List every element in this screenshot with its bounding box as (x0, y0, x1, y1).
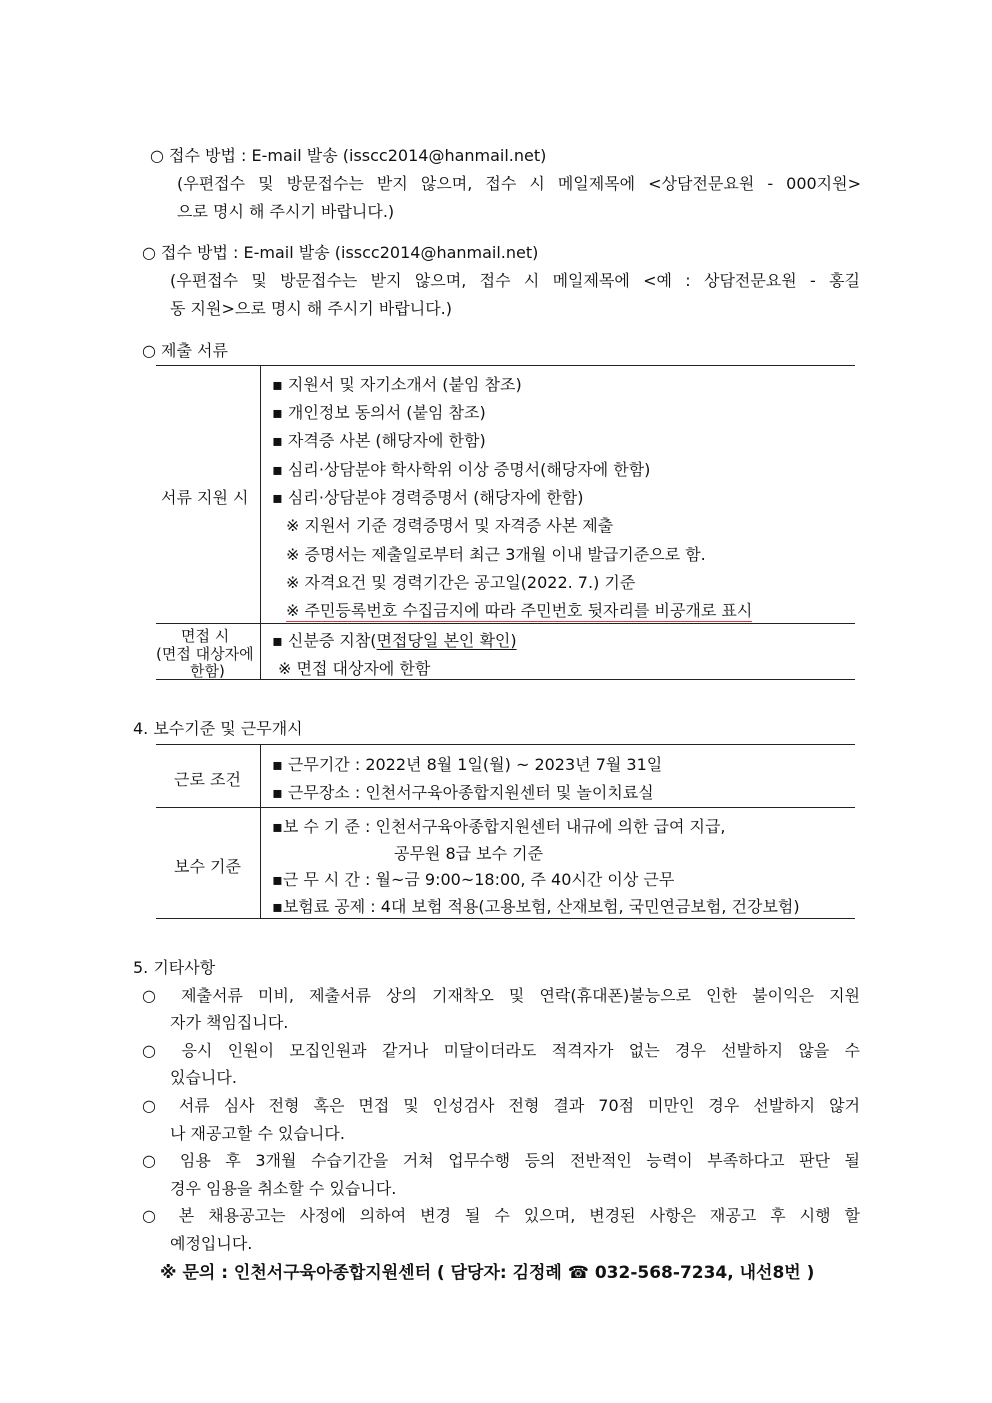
doc-row2-item2: ※ 면접 대상자에 한함 (278, 659, 431, 678)
note-line1: ○ 응시 인원이 모집인원과 같거나 미달이더라도 적격자가 없는 경우 선발하지 않을 수 (142, 1041, 860, 1060)
pay-table-col-divider (260, 744, 261, 918)
pay-row2-item: ▪보험료 공제 : 4대 보험 적용(고용보험, 산재보험, 국민연금보험, 건강보험) (272, 897, 800, 916)
note-line2: 나 재공고할 수 있습니다. (170, 1124, 345, 1143)
note-line2: 자가 책임집니다. (170, 1013, 289, 1032)
intake1-line3: 으로 명시 해 주시기 바랍니다.) (177, 202, 395, 221)
intake2-line2: (우편접수 및 방문접수는 받지 않으며, 접수 시 메일제목에 <예 : 상담전문요원 - 홍길 (170, 271, 860, 290)
doc-row2-label-1: 면접 시 (181, 627, 230, 645)
doc-row1-label: 서류 지원 시 (161, 488, 249, 507)
doc-item: ▪ 심리·상담분야 학사학위 이상 증명서(해당자에 한함) (272, 460, 651, 479)
doc-note-privacy-text: ※ 주민등록번호 수집금지에 따라 주민번호 뒷자리를 비공개로 표시 (286, 601, 753, 620)
doc-table-bottom-border (156, 679, 855, 680)
pay-row2-item: 공무원 8급 보수 기준 (394, 844, 544, 863)
doc-note: ※ 자격요건 및 경력기간은 공고일(2022. 7.) 기준 (286, 573, 636, 592)
section5-heading: 5. 기타사항 (133, 958, 216, 977)
section4-heading: 4. 보수기준 및 근무개시 (133, 719, 303, 738)
note-line1: ○ 본 채용공고는 사정에 의하여 변경 될 수 있으며, 변경된 사항은 재공고 후 시행 할 (142, 1206, 860, 1225)
note-line1: ○ 임용 후 3개월 수습기간을 거쳐 업무수행 등의 전반적인 능력이 부족하다고 판단 될 (142, 1151, 860, 1170)
doc-note: ※ 지원서 기준 경력증명서 및 자격증 사본 제출 (286, 516, 614, 535)
intake2-line1: ○ 접수 방법 : E-mail 발송 (isscc2014@hanmail.net) (142, 243, 539, 262)
pay-row1-label: 근로 조건 (174, 770, 241, 789)
doc-note-privacy (286, 598, 752, 621)
note-line2: 경우 임용을 취소할 수 있습니다. (170, 1179, 397, 1198)
note-line2: 있습니다. (170, 1068, 237, 1087)
doc-row2-item1-underlined: 면접당일 본인 확인) (376, 631, 517, 650)
note-line2: 예정입니다. (170, 1234, 253, 1253)
pay-table-bottom-border (156, 918, 855, 919)
contact-info: ※ 문의 : 인천서구육아종합지원센터 ( 담당자: 김정례 ☎ 032-568-7234, 내선8번 ) (160, 1263, 815, 1283)
doc-row2-item1 (272, 628, 517, 651)
intake2-line3: 동 지원>으로 명시 해 주시기 바랍니다.) (170, 299, 453, 318)
pay-row2-label: 보수 기준 (174, 857, 241, 876)
pay-row1-item: ▪ 근무장소 : 인천서구육아종합지원센터 및 놀이치료실 (272, 783, 654, 802)
note-line1: ○ 서류 심사 전형 혹은 면접 및 인성검사 전형 결과 70점 미만인 경우 선발하지 않거 (142, 1096, 860, 1115)
doc-item: ▪ 개인정보 동의서 (붙임 참조) (272, 403, 486, 422)
doc-item: ▪ 지원서 및 자기소개서 (붙임 참조) (272, 375, 522, 394)
doc-item: ▪ 심리·상담분야 경력증명서 (해당자에 한함) (272, 488, 584, 507)
doc-row2-item1-prefix: ▪ 신분증 지참( (272, 631, 377, 650)
doc-row2-label-3: 한함) (190, 662, 225, 680)
doc-table-col-divider (260, 365, 261, 679)
pay-row2-item: ▪근 무 시 간 : 월~금 9:00~18:00, 주 40시간 이상 근무 (272, 870, 675, 889)
documents-heading: ○ 제출 서류 (142, 341, 228, 360)
pay-row2-item: ▪보 수 기 준 : 인천서구육아종합지원센터 내규에 의한 급여 지급, (272, 817, 726, 836)
doc-row2-label-2: (면접 대상자에 (156, 645, 254, 663)
intake1-line2: (우편접수 및 방문접수는 받지 않으며, 접수 시 메일제목에 <상담전문요원 - 000지원> (177, 174, 861, 193)
note-line1: ○ 제출서류 미비, 제출서류 상의 기재착오 및 연락(휴대폰)불능으로 인한 불이익은 지원 (142, 986, 860, 1005)
doc-note: ※ 증명서는 제출일로부터 최근 3개월 이내 발급기준으로 함. (286, 545, 706, 564)
intake1-line1: ○ 접수 방법 : E-mail 발송 (isscc2014@hanmail.net) (150, 146, 547, 165)
doc-item: ▪ 자격증 사본 (해당자에 한함) (272, 431, 486, 450)
pay-row1-item: ▪ 근무기간 : 2022년 8월 1일(월) ~ 2023년 7월 31일 (272, 755, 663, 774)
